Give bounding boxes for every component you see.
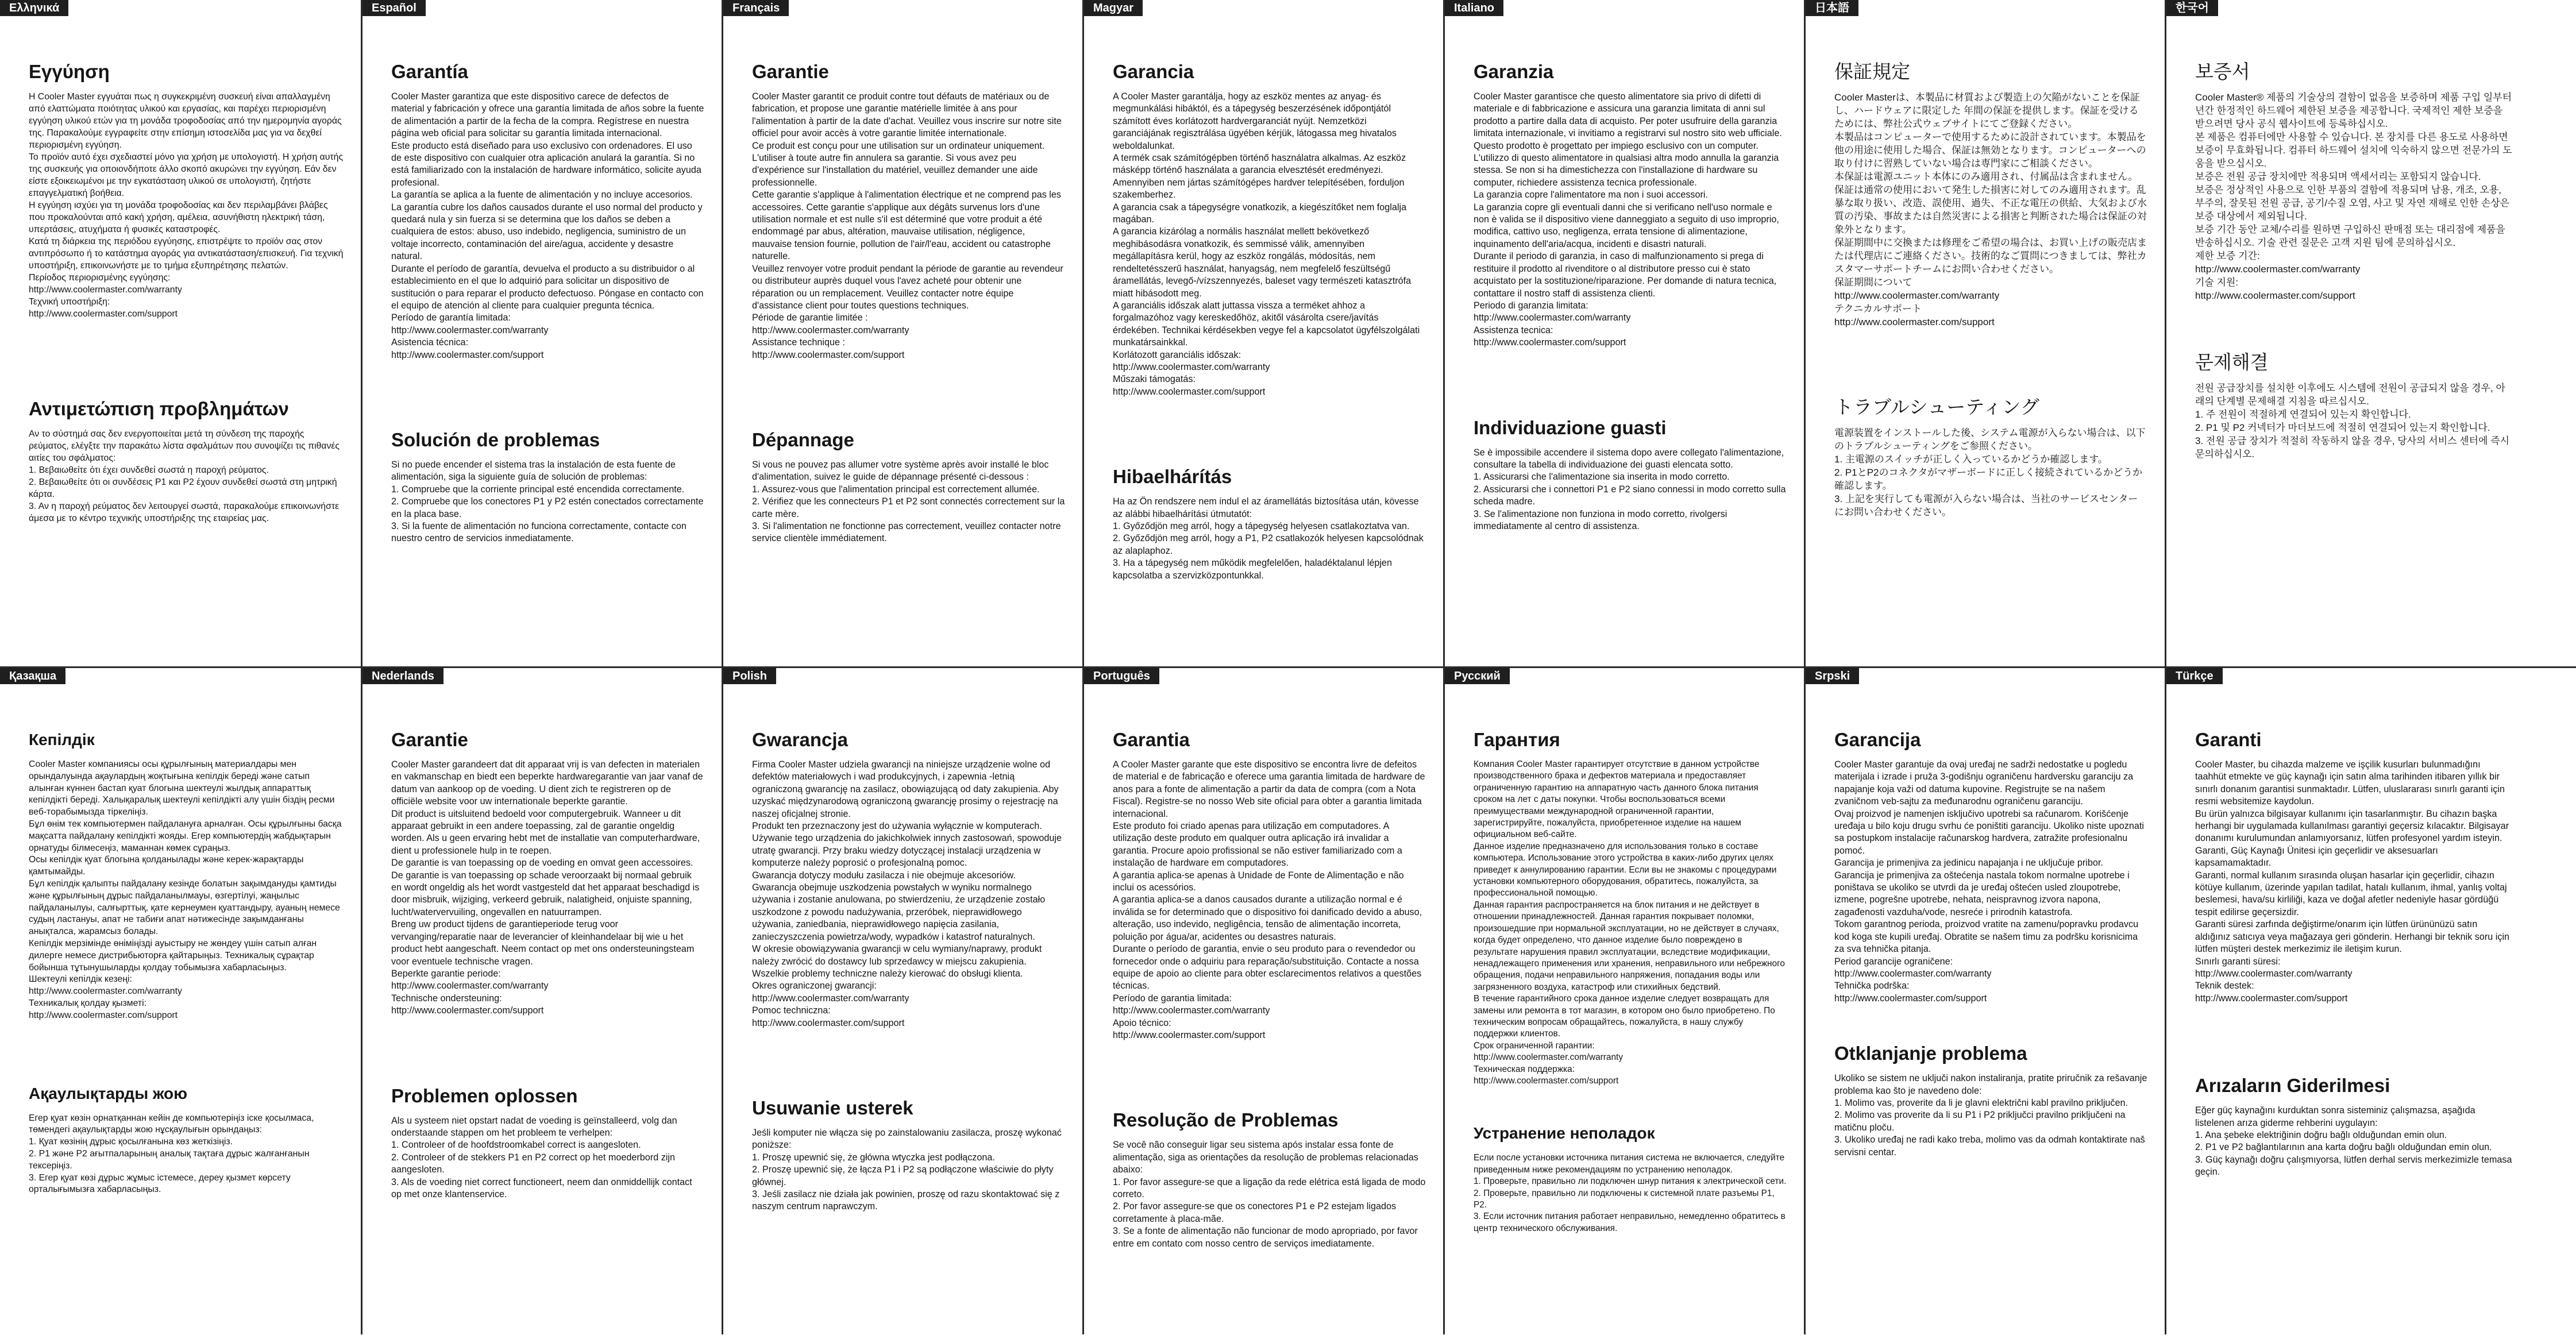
paragraph: Durante il periodo di garanzia, in caso di malfunzionamento si prega di restituire il prodotto al rivenditore o al distributore presso cui è stato acquistato per la sostituzione/riparazione. Per domande di natura tecnica, contattare il nostro staff di assistenza clienti.: [1474, 251, 1777, 299]
paragraph: Produkt ten przeznaczony jest do używania wyłącznie w komputerach. Używanie tego urządzenia do jakichkolwiek innych zastosowań, spowoduje utratę gwarancji. Przy braku wiedzy dotyczącej instalacji urządzenia w komputerze należy poprosić o profesjonalną pomoc.: [752, 821, 1062, 869]
paragraph: Егер қуат көзін орнатқаннан кейін де компьютеріңіз іске қосылмаса, төмендегі ақаулықтарды жою нұсқаулығын орындаңыз:: [29, 1113, 314, 1135]
paragraph: Período de garantia limitada:: [1113, 993, 1232, 1004]
section-gap: [2195, 302, 2513, 337]
section-gap: [752, 361, 1065, 414]
section-title: Garantía: [391, 61, 468, 82]
paragraph: Műszaki támogatás:: [1113, 374, 1196, 385]
paragraph: 2. Βεβαιωθείτε ότι οι συνδέσεις P1 και P2 έχουν συνδεθεί σωστά στη μητρική κάρτα.: [29, 477, 337, 499]
paragraph: Данное изделие предназначено для использования только в составе компьютера. Использование этого устройства в каких-либо других целях приведет к аннулированию гарантии. Если вы не знакомы с процедурами установки компьютерного оборудования, обратитесь, пожалуйста, за профессиональной помощью.: [1474, 841, 1777, 898]
panel-content: [1113, 707, 1426, 1323]
paragraph: Компания Cooler Master гарантирует отсутствие в данном устройстве производственного брака и дефектов материала и предоставляет ограниченную гарантию на аппаратную часть данного блока питания сроком на лет с даты покупки. Чтобы воспользоваться всеми преимуществами международной ограниченной гарантии, зарегистрируйте, пожалуйста, приобретенное изделие на нашем официальном веб-сайте.: [1474, 759, 1760, 840]
section-title: Garancija: [1834, 729, 1921, 750]
paragraph: http://www.coolermaster.com/support: [391, 1005, 544, 1016]
paragraph: Техническая поддержка:: [1474, 1064, 1575, 1074]
section-body: [2195, 91, 2513, 302]
paragraph: Η εγγύηση ισχύει για τη μονάδα τροφοδοσίας και δεν περιλαμβάνει βλάβες που προκαλούνται από κακή χρήση, αμέλεια, ασυνήθιστη ηλεκτρική τάση, υπερτάσεις, ατυχήματα ή φυσικές καταστροφές.: [29, 200, 328, 234]
paragraph: Apoio técnico:: [1113, 1017, 1171, 1028]
section-body: [1834, 91, 2147, 329]
language-tab: Magyar: [1084, 0, 1143, 16]
panel-content: [29, 707, 344, 1323]
paragraph: Garanti, Güç Kaynağı Ünitesi için geçerlidir ve aksesuarları kapsamamaktadır.: [2195, 845, 2438, 869]
section-body: [1474, 759, 1787, 1087]
paragraph: 3. Se a fonte de alimentação não funcionar de modo apropriado, por favor entre em contato com nosso centro de serviços imediatamente.: [1113, 1226, 1418, 1249]
paragraph: 1. 主電源のスイッチが正しく入っているかどうか確認します。: [1834, 454, 2108, 465]
paragraph: La garantía cubre los daños causados durante el uso normal del producto y quedará nula y sin fuerza si se determina que los daños se deben a cualquiera de estos: abuso, uso indebido, negligencia, suministro de un voltaje incorrecto, contaminación del aire/agua, accidente y desastre natural.: [391, 202, 703, 262]
paragraph: Cette garantie s'applique à l'alimentation électrique et ne comprend pas les accessoires. Cette garantie s'applique aux dégâts survenus lors d'une utilisation normale et est nulle s'il est déterminé que votre produit a été endommagé par abus, altération, mauvaise utilisation, négligence, mauvaise tension fournie, pollution de l'air/l'eau, accident ou catastrophe naturelle.: [752, 190, 1061, 262]
language-tab: Türkçe: [2166, 668, 2223, 684]
paragraph: Бұл кепілдік қалыпты пайдалану кезінде болатын зақымдануды қамтиды және құрылғының дұрыс пайдаланылмауы, өзгертілуі, жаңылыс пайдаланылуы, салғырттық, қате кернеумен қуаттандыру, ауаның немесе судың ластануы, апат не табиғи апат нәтижесінде зақымданғаны анықталса, жарамсыз болады.: [29, 878, 340, 937]
paragraph: 2. Győződjön meg arról, hogy a P1, P2 csatlakozók helyesen kapcsolódnak az alaplaphoz.: [1113, 533, 1424, 556]
paragraph: Se è impossibile accendere il sistema dopo avere collegato l'alimentazione, consultare la tabella di individuazione dei guasti elencata sotto.: [1474, 447, 1784, 470]
paragraph: Бұл өнім тек компьютермен пайдалануға арналған. Осы құрылғыны басқа мақсатта пайдалану кепілдікті жояды. Егер компьютердің жабдықтарын орнатуды білмесеңіз, маманнан көмек сұраңыз.: [29, 819, 342, 853]
language-tab: Polish: [723, 668, 776, 684]
language-tab: 日本語: [1806, 0, 1858, 16]
paragraph: Pomoc techniczna:: [752, 1005, 831, 1016]
paragraph: http://www.coolermaster.com/support: [2195, 290, 2355, 301]
paragraph: 1. Controleer of de hoofdstroomkabel correct is aangesloten.: [391, 1140, 641, 1151]
paragraph: A garantia aplica-se a danos causados durante a utilização normal e é inválida se for determinado que o dispositivo foi danificado devido a abuso, alteração, uso indevido, negligência, tensão de alimentação incorreta, poluição por água/ar, acidentes ou desastres naturais.: [1113, 894, 1422, 942]
language-tab: Italiano: [1445, 0, 1503, 16]
paragraph: 3. Jeśli zasilacz nie działa jak powinien, proszę od razu skontaktować się z naszym centrum naprawczym.: [752, 1189, 1060, 1212]
paragraph: Garanti, normal kullanım sırasında oluşan hasarlar için geçerlidir, cihazın kötüye kullanım, üzerinde yapılan tadilat, hatalı kullanım, ihmal, yanlış voltaj beslemesi, hava/su kirliliği, kaza ve doğal afetler nedeniyle hasar gördüğü tespit edilirse geçersizdir.: [2195, 870, 2507, 917]
paragraph: http://www.coolermaster.com/warranty: [1834, 290, 2000, 301]
panel-content: [1474, 707, 1787, 1323]
paragraph: La garanzia copre gli eventuali danni che si verificano nell'uso normale e non è valida se il dispositivo viene danneggiato a seguito di uso improprio, modifica, cattivo uso, negligenza, errata tensione di alimentazione, inquinamento dell'aria/acqua, incidenti e disastri naturali.: [1474, 202, 1779, 249]
paragraph: Осы кепілдік қуат блогына қолданылады және керек-жарақтарды қамтымайды.: [29, 855, 304, 877]
language-tab: Русский: [1445, 668, 1510, 684]
paragraph: De garantie is van toepassing op schade veroorzaakt bij normaal gebruik en wordt ongeldig als het wordt vastgesteld dat het apparaat beschadigd is door misbruik, wijziging, verkeerd gebruik, nalatigheid, onjuiste spanning, lucht/watervervuiling, ongevallen en natuurrampen.: [391, 870, 700, 917]
paragraph: 전원 공급장치를 설치한 이후에도 시스템에 전원이 공급되지 않을 경우, 아래의 단계별 문제해결 지침을 따르십시오.: [2195, 383, 2505, 407]
paragraph: 1. Βεβαιωθείτε ότι έχει συνδεθεί σωστά η παροχή ρεύματος.: [29, 465, 269, 475]
paragraph: В течение гарантийного срока данное изделие следует возвращать для замены или ремонта в тот магазин, в котором оно было приобретено. По техническим вопросам обращайтесь, пожалуйста, в нашу службу поддержки клиентов.: [1474, 994, 1775, 1039]
panel-content: [391, 707, 704, 1323]
paragraph: 3. 전원 공급 장치가 적절히 작동하지 않을 경우, 당사의 서비스 센터에 즉시 문의하십시오.: [2195, 435, 2510, 460]
paragraph: http://www.coolermaster.com/warranty: [29, 285, 182, 295]
paragraph: 2. Por favor assegure-se que os conectores P1 e P2 estejam ligados corretamente à placa-mãe.: [1113, 1201, 1397, 1224]
paragraph: H Cooler Master εγγυάται πως η συγκεκριμένη συσκευή είναι απαλλαγμένη από ελαττώματα ποιότητας υλικού και εργασίας, και παρέχει περιορισμένη εγγύηση υλικού ετών για τη μονάδα τροφοδοσίας από την ημερομηνία αγοράς της. Παρακαλούμε εγγραφείτε στην επίσημη ιστοσελίδα μας για να δεχθεί περιορισμένη εγγύηση.: [29, 92, 342, 150]
paragraph: Beperkte garantie periode:: [391, 968, 501, 979]
paragraph: http://www.coolermaster.com/support: [1834, 993, 1987, 1004]
section-gap: [1113, 1041, 1426, 1094]
paragraph: Το προϊόν αυτό έχει σχεδιαστεί μόνο για χρήση με υπολογιστή. Η χρήση αυτής της συσκευής για οποιονδήποτε άλλο σκοπό ακυρώνει την εγγύηση. Εάν δεν είστε εξοικειωμένοι με την εγκατάσταση υλικού σε υπολογιστή, ζητήστε επαγγελματική βοήθεια.: [29, 152, 344, 198]
paragraph: Ce produit est conçu pour une utilisation sur un ordinateur uniquement. L'utiliser à toute autre fin annulera sa garantie. Si vous avez peu d'expérience sur l'installation du matériel, veuillez demander une aide professionnelle.: [752, 140, 1045, 188]
paragraph: Questo prodotto è progettato per impiego esclusivo con un computer. L'utilizzo di questo alimentatore in qualsiasi altra modo annulla la garanzia stessa. Se non si ha dimestichezza con l'installazione di hardware su computer, richiedere assistenza tecnica professionale.: [1474, 140, 1779, 188]
section-body: [29, 91, 344, 320]
paragraph: テクニカルサポート: [1834, 303, 1922, 314]
section-title: Garanzia: [1474, 61, 1554, 82]
paragraph: Cooler Masterは、本製品に材質および製造上の欠陥がないことを保証し、ハードウェアに限定した 年間の保証を提供します。保証を受けるためには、弊社公式ウェブサイトにてご登録ください。: [1834, 92, 2140, 129]
paragraph: Tokom garantnog perioda, proizvod vratite na zamenu/popravku prodavcu kod koga ste kupili uređaj. Obratite se našem timu za podršku korisnicima za sva tehnička pitanja.: [1834, 919, 2139, 955]
language-tab: Português: [1084, 668, 1159, 684]
paragraph: http://www.coolermaster.com/support: [1834, 317, 1995, 327]
section-title: Arızaların Giderilmesi: [2195, 1075, 2390, 1097]
paragraph: Asistencia técnica:: [391, 337, 469, 348]
paragraph: 3. Ha a tápegység nem működik megfelelően, haladéktalanul lépjen kapcsolatba a szervizközpontunkkal.: [1113, 558, 1392, 581]
panel-italian: [1443, 0, 1804, 666]
section-title: Resolução de Problemas: [1113, 1109, 1339, 1131]
language-tab: Қазақша: [0, 668, 65, 684]
paragraph: Техникалық қолдау қызметі:: [29, 998, 147, 1008]
paragraph: Durante o período de garantia, envie o seu produto para o revendedor ou fornecedor onde o adquiriu para reparação/substituição. Contacte a nossa equipe de apoio ao cliente para obter esclarecimentos relativos a questões técnicas.: [1113, 944, 1422, 991]
section-title: Кепілдік: [29, 731, 95, 748]
section-title: Hibaelhárítás: [1113, 466, 1232, 488]
paragraph: Шектеулі кепілдік кезеңі:: [29, 974, 132, 985]
paragraph: Korlátozott garanciális időszak:: [1113, 349, 1241, 360]
paragraph: Als u systeem niet opstart nadat de voeding is geïnstalleerd, volg dan onderstaande stappen om het probleem te verhelpen:: [391, 1115, 677, 1138]
paragraph: 1. Assicurarsi che l'alimentazione sia inserita in modo corretto.: [1474, 472, 1730, 483]
section-title: Problemen oplossen: [391, 1085, 578, 1106]
section-title: Garantie: [752, 61, 829, 82]
panel-content: [1834, 39, 2147, 655]
paragraph: 保証期間中に交換または修理をご希望の場合は、お買い上げの販売店または代理店にご連絡ください。技術的なご質問につきましては、弊社カスタマーサポートチームにお問い合わせください。: [1834, 237, 2147, 275]
section-title: Εγγύηση: [29, 61, 110, 82]
paragraph: 電源装置をインストールした後、システム電源が入らない場合は、以下のトラブルシューティングをご参照ください。: [1834, 427, 2146, 452]
section-gap: [1474, 349, 1787, 402]
paragraph: Dit product is uitsluitend bedoeld voor computergebruik. Wanneer u dit apparaat gebruikt in een andere toepassing, zal de garantie ongeldig worden. Als u geen ervaring hebt met de installatie van computerhardware, dient u professionele hulp in te roepen.: [391, 808, 700, 856]
paragraph: Ovaj proizvod je namenjen isključivo upotrebi sa računarom. Korišćenje uređaja u bilo koju drugu svrhu će poništiti garanciju. Ukoliko niste upoznati sa postupkom instalacije računarskog hardvera, zatražite profesionalnu pomoć.: [1834, 808, 2144, 856]
section-body: [1834, 426, 2147, 519]
paragraph: Si no puede encender el sistema tras la instalación de esta fuente de alimentación, siga la siguiente guía de solución de problemas:: [391, 459, 676, 483]
panel-korean: [2165, 0, 2576, 666]
panel-content: [1474, 39, 1787, 655]
section-body: [1113, 1139, 1426, 1250]
paragraph: 2. P1とP2のコネクタがマザーボードに正しく接続されているかどうか確認します。: [1834, 467, 2143, 491]
paragraph: http://www.coolermaster.com/support: [1113, 1029, 1266, 1040]
paragraph: A garanciális időszak alatt juttassa vissza a terméket ahhoz a forgalmazóhoz vagy kereskedőhöz, akitől vásárolta csere/javítás érdekében. Technikai kérdésekben vegye fel a kapcsolatot ügyfélszolgálati munkatársainkkal.: [1113, 300, 1420, 348]
paragraph: Teknik destek:: [2195, 981, 2254, 991]
panel-content: [1834, 707, 2147, 1323]
paragraph: Garanti süresi zarfında değiştirme/onarım için lütfen ürününüzü satın aldığınız satıcıya veya mağazaya geri gönderin. Herhangi bir teknik soru için lütfen müşteri destek merkezimiz ile iletişim kurun.: [2195, 919, 2510, 955]
paragraph: Period garancije ograničene:: [1834, 956, 1953, 967]
paragraph: http://www.coolermaster.com/warranty: [752, 993, 909, 1004]
section-gap: [2195, 1005, 2513, 1060]
paragraph: 3. 上記を実行しても電源が入らない場合は、当社のサービスセンターにお問い合わせください。: [1834, 493, 2138, 518]
paragraph: 本保証は電源ユニット本体にのみ適用され、付属品は含まれません。: [1834, 171, 2138, 182]
section-body: [1474, 91, 1787, 349]
section-gap: [1474, 1087, 1787, 1108]
paragraph: Cooler Master garantisce che questo alimentatore sia privo di difetti di materiale e di fabbricazione e assicura una garanzia limitata di anni sul prodotto a partire dalla data di acquisto. Per poter usufruire della garanzia limitata internazionale, vi invitiamo a registrarvi sul nostro sito web ufficiale.: [1474, 91, 1782, 139]
paragraph: http://www.coolermaster.com/warranty: [1834, 968, 1992, 979]
paragraph: 2. Assicurarsi che i connettori P1 e P2 siano connessi in modo corretto sulla scheda madre.: [1474, 484, 1786, 507]
paragraph: Technische ondersteuning:: [391, 993, 502, 1004]
section-gap: [29, 320, 344, 383]
paragraph: http://www.coolermaster.com/warranty: [391, 981, 549, 991]
section-title: Garanti: [2195, 729, 2262, 750]
paragraph: Ukoliko se sistem ne uključi nakon instaliranja, pratite priručnik za rešavanje problema kao što je navedeno dole:: [1834, 1073, 2147, 1096]
paragraph: Cooler Master компаниясы осы құрылғының материалдары мен орындалуында ақаулардың жоқтығына кепілдік береді және сатып алынған күннен бастап қуат блогына шектеулі жылдық аппараттық кепілдікті береді. Халықаралық шектеулі кепілдікті алу үшін біздің ресми веб-торабымызда тіркеліңіз.: [29, 759, 335, 817]
paragraph: 1. Győződjön meg arról, hogy a tápegység helyesen csatlakoztatva van.: [1113, 520, 1410, 531]
paragraph: 3. Ukoliko uređaj ne radi kako treba, molimo vas da odmah kontaktirate naš servisni centar.: [1834, 1135, 2145, 1157]
paragraph: 3. Si l'alimentation ne fonctionne pas correctement, veuillez contacter notre service clientèle immédiatement.: [752, 520, 1061, 544]
paragraph: A Cooler Master garante que este dispositivo se encontra livre de defeitos de material e de fabricação e oferece uma garantia limitada de hardware de anos para a fonte de alimentação a partir da data de compra (com a Nota Fiscal). Registre-se no nosso Web site oficial para obter a garantia limitada internacional.: [1113, 759, 1425, 819]
section-body: [752, 759, 1065, 1029]
paragraph: http://www.coolermaster.com/support: [2195, 993, 2348, 1004]
panel-content: [29, 39, 344, 655]
paragraph: http://www.coolermaster.com/warranty: [752, 325, 909, 335]
paragraph: La garantía se aplica a la fuente de alimentación y no incluye accesorios.: [391, 190, 693, 200]
section-title: Ақаулықтарды жою: [29, 1084, 188, 1102]
paragraph: Se você não conseguir ligar seu sistema após instalar essa fonte de alimentação, siga as orientações da resolução de problemas relacionadas abaixo:: [1113, 1140, 1418, 1175]
paragraph: http://www.coolermaster.com/warranty: [391, 325, 549, 335]
paragraph: 1. Molimo vas, proverite da li je glavni električni kabl pravilno priključen.: [1834, 1097, 2128, 1108]
section-gap: [391, 361, 704, 414]
paragraph: http://www.coolermaster.com/warranty: [1113, 361, 1270, 372]
paragraph: 1. Ana şebeke elektriğinin doğru bağlı olduğundan emin olun.: [2195, 1129, 2447, 1140]
paragraph: http://www.coolermaster.com/warranty: [29, 986, 182, 997]
section-title: Otklanjanje problema: [1834, 1043, 2027, 1064]
section-gap: [1834, 1005, 2147, 1028]
paragraph: Durante el período de garantía, devuelva el producto a su distribuidor o al establecimiento en el que lo adquirió para solicitar un dispositivo de sustitución o para reparar el producto defectuoso. Póngase en contacto con el equipo de atención al cliente para cualquier pregunta técnica.: [391, 263, 704, 311]
panel-japanese: [1804, 0, 2165, 666]
paragraph: 제한 보증 기간:: [2195, 250, 2260, 261]
paragraph: 1. Қуат көзінің дұрыс қосылғанына көз жеткізіңіз.: [29, 1137, 233, 1147]
paragraph: 3. Als de voeding niet correct functioneert, neem dan onmiddellijk contact op met onze klantenservice.: [391, 1176, 692, 1199]
paragraph: Срок ограниченной гарантии:: [1474, 1040, 1595, 1051]
language-tab: Ελληνικά: [0, 0, 68, 16]
paragraph: Tehnička podrška:: [1834, 981, 1910, 991]
paragraph: 1. Compruebe que la corriente principal esté encendida correctamente.: [391, 484, 685, 495]
paragraph: Cooler Master garandeert dat dit apparaat vrij is van defecten in materialen en vakmanschap en biedt een beperkte hardwaregarantie van jaar vanaf de datum van aankoop op de voeding. U dient zich te registreren op de officiële website voor uw internationale beperkte garantie.: [391, 759, 703, 807]
paragraph: 3. Güç kaynağı doğru çalışmıyorsa, lütfen derhal servis merkezimizle temasa geçin.: [2195, 1154, 2512, 1178]
language-tab: 한국어: [2166, 0, 2218, 16]
paragraph: 保証は通常の使用において発生した損害に対してのみ適用されます。乱暴な取り扱い、改造、誤使用、過失、不正な電圧の供給、大気および水質の汚染、事故または自然災害による損害と判断された場合は保証の対象外となります。: [1834, 184, 2147, 235]
paragraph: 1. Assurez-vous que l'alimentation principal est correctement allumée.: [752, 484, 1040, 495]
paragraph: 1. Por favor assegure-se que a ligação da rede elétrica está ligada de modo correto.: [1113, 1176, 1426, 1199]
section-title: Гарантия: [1474, 729, 1560, 750]
panel-turkish: [2165, 668, 2576, 1334]
panel-portuguese: [1082, 668, 1443, 1334]
panel-polish: [722, 668, 1082, 1334]
paragraph: 2. P1 및 P2 커넥터가 마더보드에 적절히 연결되어 있는지 확인합니다.: [2195, 422, 2490, 433]
paragraph: http://www.coolermaster.com/support: [29, 309, 178, 319]
paragraph: http://www.coolermaster.com/support: [1474, 1075, 1619, 1086]
paragraph: http://www.coolermaster.com/warranty: [1474, 312, 1631, 323]
paragraph: Ha az Ön rendszere nem indul el az áramellátás biztosítása után, kövesse az alábbi hibaelhárítási útmutatót:: [1113, 496, 1419, 519]
section-gap: [391, 1017, 704, 1070]
paragraph: http://www.coolermaster.com/warranty: [2195, 264, 2361, 275]
paragraph: Breng uw product tijdens de garantieperiode terug voor vervanging/reparatie naar de leverancier of kleinhandelaar bij wie u het product hebt aangeschaft. Neem contact op met ons ondersteuningsteam voor eventuele technische vragen.: [391, 919, 695, 967]
paragraph: 2. Проверьте, правильно ли подключены к системной плате разъемы P1, P2.: [1474, 1188, 1775, 1210]
paragraph: 2. Compruebe que los conectores P1 y P2 estén conectados correctamente en la placa base.: [391, 496, 704, 519]
paragraph: 기술 지원:: [2195, 277, 2239, 288]
paragraph: http://www.coolermaster.com/support: [1474, 337, 1626, 348]
section-title: Garancia: [1113, 61, 1194, 82]
paragraph: Gwarancja dotyczy modułu zasilacza i nie obejmuje akcesoriów.: [752, 870, 1016, 881]
panel-content: [2195, 39, 2513, 655]
paragraph: http://www.coolermaster.com/support: [29, 1010, 178, 1020]
paragraph: http://www.coolermaster.com/support: [752, 1017, 905, 1028]
paragraph: 1. 주 전원이 적절하게 연결되어 있는지 확인합니다.: [2195, 409, 2411, 420]
panel-russian: [1443, 668, 1804, 1334]
section-title: Garantia: [1113, 729, 1190, 750]
paragraph: Данная гарантия распространяется на блок питания и не действует в отношении принадлежностей. Данная гарантия покрывает поломки, произошедшие при нормальной эксплуатации, но не действует в случаях, когда будет определено, что данное изделие было повреждено в результате нарушения правил эксплуатации, вследствие модификации, ненадлежащего применения или хранения, неправильного или небрежного обращения, подачи неправильного напряжения, попадания воды или загрязненного воздуха, катастроф или стихийных бедствий.: [1474, 900, 1785, 992]
paragraph: 2. Controleer of de stekkers P1 en P2 correct op het moederbord zijn aangesloten.: [391, 1152, 675, 1175]
paragraph: Assistenza tecnica:: [1474, 325, 1553, 335]
paragraph: 3. Si la fuente de alimentación no funciona correctamente, contacte con nuestro centro de servicios inmediatamente.: [391, 520, 687, 544]
panel-serbian: [1804, 668, 2165, 1334]
paragraph: Este produto foi criado apenas para utilização em computadores. A utilização deste produto em qualquer outra aplicação irá invalidar a garantia. Procure apoio profissional se não estiver familiarizado com a instalação de hardware em computadores.: [1113, 821, 1402, 869]
paragraph: 3. Se l'alimentazione non funziona in modo corretto, rivolgersi immediatamente al centro di assistenza.: [1474, 508, 1727, 531]
paragraph: Кепілдік мерзімінде өніміңізді ауыстыру не жөндеу үшін сатып алған дилерге немесе дистрибьюторға қайтарыңыз. Техникалық сұрақтар бойынша тұтынушыларды қолдау тобымызға хабарласыңыз.: [29, 938, 317, 973]
section-gap: [752, 1029, 1065, 1082]
paragraph: Si vous ne pouvez pas allumer votre système après avoir installé le bloc d'alimentation, suivez le guide de dépannage présenté ci-dessous :: [752, 459, 1049, 483]
section-body: [2195, 759, 2513, 1005]
paragraph: Cooler Master garantiza que este dispositivo carece de defectos de material y fabricación y ofrece una garantía limitada de años sobre la fuente de alimentación a partir de la fecha de la compra. Regístrese en nuestra página web oficial para solicitar su garantía limitada internacional.: [391, 91, 704, 139]
section-body: [1474, 1152, 1787, 1234]
paragraph: 1. Proszę upewnić się, że główna wtyczka jest podłączona.: [752, 1152, 995, 1163]
paragraph: Cooler Master garantuje da ovaj uređaj ne sadrži nedostatke u pogledu materijala i izrade i pruža 3-godišnju ograničenu hardversku garanciju za napajanje koja važi od datuma kupovine. Registrujte se na našem zvaničnom veb-sajtu za međunarodnu ograničenu garanciju.: [1834, 759, 2134, 807]
paragraph: Κατά τη διάρκεια της περιόδου εγγύησης, επιστρέψτε το προϊόν σας στον αντιπρόσωπο ή το κατάστημα αγοράς για αντικατάσταση/επισκευή. Για τεχνική υποστήριξη, επικοινωνήστε με το τμήμα εξυπηρέτησης πελατών.: [29, 237, 344, 271]
paragraph: Если после установки источника питания система не включается, следуйте приведенным ниже рекомендациям по устранению неполадок.: [1474, 1153, 1785, 1175]
section-body: [752, 459, 1065, 545]
language-tab: Nederlands: [363, 668, 444, 684]
section-body: [2195, 1105, 2513, 1178]
paragraph: Este producto está diseñado para uso exclusivo con ordenadores. El uso de este dispositivo con cualquier otra aplicación anulará la garantía. Si no está familiarizado con la instalación de hardware informático, solicite ayuda profesional.: [391, 140, 701, 188]
paragraph: A termék csak számítógépben történő használatra alkalmas. Az eszköz másképp történő használata a garancia elvesztését eredményezi. Amennyiben nem jártas számítógépes hardver telepítésében, forduljon szakemberhez.: [1113, 153, 1406, 200]
paragraph: Cooler Master, bu cihazda malzeme ve işçilik kusurları bulunmadığını taahhüt etmekte ve güç kaynağı için satın alma tarihinden itibaren yıllık bir sınırlı donanım garantisi sunmaktadır. Lütfen, uluslararası sınırlı garanti için resmi websitemize kaydolun.: [2195, 759, 2505, 807]
paragraph: Garancija je primenjiva za jedinicu napajanja i ne uključuje pribor.: [1834, 858, 2103, 869]
section-body: [29, 1113, 344, 1197]
language-tab: Srpski: [1806, 668, 1859, 684]
section-gap: [29, 1022, 344, 1068]
paragraph: A garantia aplica-se apenas à Unidade de Fonte de Alimentação e não inclui os acessórios.: [1113, 870, 1404, 893]
section-body: [1113, 496, 1426, 582]
paragraph: 2. P1 және P2 ағытпаларының аналық тақтаға дұрыс жалғанғанын тексеріңіз.: [29, 1148, 310, 1171]
paragraph: 本製品はコンピューターで使用するために設計されています。本製品を他の用途に使用した場合、保証は無効となります。コンピューターへの取り付けに習熟していない場合は専門家にご相談ください。: [1834, 132, 2146, 169]
section-title: Individuazione guasti: [1474, 416, 1667, 438]
section-body: [752, 1127, 1065, 1213]
paragraph: 2. Proszę upewnić się, że łącza P1 i P2 są podłączone właściwie do płyty głównej.: [752, 1164, 1054, 1187]
section-body: [1113, 759, 1426, 1041]
paragraph: 3. Егер қуат көзі дұрыс жұмыс істемесе, дереу қызмет көрсету орталығымызға хабарласыңыз.: [29, 1172, 291, 1195]
section-body: [752, 91, 1065, 361]
section-body: [391, 759, 704, 1017]
section-title: 보증서: [2195, 61, 2250, 82]
section-title: Usuwanie usterek: [752, 1097, 913, 1118]
section-title: Dépannage: [752, 429, 854, 450]
panel-content: [2195, 707, 2513, 1323]
paragraph: Periodo di garanzia limitata:: [1474, 300, 1588, 311]
paragraph: 본 제품은 컴퓨터에만 사용할 수 있습니다. 본 장치를 다른 용도로 사용하면 보증이 무효화됩니다. 컴퓨터 하드웨어 설치에 익숙하지 않으면 전문가의 도움을 받으십시오.: [2195, 132, 2512, 169]
paragraph: Sınırlı garanti süresi:: [2195, 956, 2281, 967]
section-title: Gwarancja: [752, 729, 848, 750]
paragraph: 保証期間について: [1834, 277, 1912, 288]
paragraph: Cooler Master garantit ce produit contre tout défauts de matériaux ou de fabrication, et propose une garantie matérielle limitée à ans pour l'alimentation à partir de la date d'achat. Veuillez vous inscrire sur notre site officiel pour avoir accès à votre garantie limitée internationale.: [752, 91, 1062, 139]
paragraph: Firma Cooler Master udziela gwarancji na niniejsze urządzenie wolne od defektów materiałowych i wad produkcyjnych, i zapewnia -letnią ograniczoną gwarancję na zasilacz, obowiązującą od daty zakupienia. Aby uzyskać międzynarodową ograniczoną gwarancję prosimy o rejestrację na naszej oficjalnej stronie.: [752, 759, 1059, 819]
panel-content: [1113, 39, 1426, 655]
paragraph: http://www.coolermaster.com/support: [1113, 386, 1266, 397]
language-tab: Français: [723, 0, 789, 16]
section-title: 保証規定: [1834, 61, 1910, 82]
paragraph: Cooler Master® 제품의 기술상의 결함이 없음을 보증하며 제품 구입 일부터 년간 한정적인 하드웨어 제한된 보증을 제공합니다. 국제적인 제한 보증을 받으려면 당사 공식 웹사이트에 등록하십시오.: [2195, 92, 2512, 129]
panel-dutch: [361, 668, 722, 1334]
paragraph: Τεχνική υποστήριξη:: [29, 297, 110, 307]
section-body: [1474, 447, 1787, 533]
section-gap: [1113, 398, 1426, 451]
paragraph: Okres ograniczonej gwarancji:: [752, 981, 877, 991]
section-title: Garantie: [391, 729, 468, 750]
paragraph: De garantie is van toepassing op de voeding en omvat geen accessoires.: [391, 858, 693, 869]
paragraph: http://www.coolermaster.com/support: [391, 349, 544, 360]
section-title: Устранение неполадок: [1474, 1124, 1655, 1143]
paragraph: 1. Проверьте, правильно ли подключен шнур питания к электрической сети.: [1474, 1176, 1787, 1187]
section-title: トラブルシューティング: [1834, 396, 2039, 418]
paragraph: http://www.coolermaster.com/warranty: [2195, 968, 2353, 979]
paragraph: Garancija je primenjiva za oštećenja nastala tokom normalne upotrebe i poništava se ukoliko se utvrdi da je uređaj oštećen usled zloupotrebe, izmene, pogrešne upotrebe, nehata, neispravnog izvora napona, zagađenosti vazduha/vode, nesreće i prirodnih katastrofa.: [1834, 870, 2130, 917]
paragraph: 2. Vérifiez que les connecteurs P1 et P2 sont connectés correctement sur la carte mère.: [752, 496, 1065, 519]
section-body: [29, 759, 344, 1022]
paragraph: http://www.coolermaster.com/support: [752, 349, 905, 360]
section-body: [1834, 1072, 2147, 1159]
paragraph: 보증은 전원 공급 장치에만 적용되며 액세서리는 포함되지 않습니다.: [2195, 171, 2481, 182]
paragraph: http://www.coolermaster.com/warranty: [1474, 1052, 1624, 1063]
paragraph: Αν το σύστημά σας δεν ενεργοποιείται μετά τη σύνδεση της παροχής ρεύματος, ελέγξτε την παρακάτω λίστα σφαλμάτων που συνοψίζει τις πιθανές αιτίες του σφάλματος:: [29, 429, 340, 463]
panel-kazakh: [0, 668, 361, 1334]
paragraph: http://www.coolermaster.com/warranty: [1113, 1005, 1270, 1016]
section-body: [391, 1115, 704, 1201]
paragraph: W okresie obowiązywania gwarancji w celu wymiany/naprawy, produkt należy zwrócić do dostawcy lub sprzedawcy w miejscu zakupienia. Wszelkie problemy techniczne należy kierować do obsługi klienta.: [752, 944, 1042, 979]
paragraph: 보증 기간 동안 교체/수리를 원하면 구입하신 판매점 또는 대리점에 제품을 반송하십시오. 기술 관련 질문은 고객 지원 팀에 문의하십시오.: [2195, 224, 2505, 248]
paragraph: 3. Αν η παροχή ρεύματος δεν λειτουργεί σωστά, παρακαλούμε επικοινωνήστε άμεσα με το κέντρο τεχνικής υποστήριξης της εταιρείας μας.: [29, 501, 340, 523]
paragraph: A garancia kizárólag a normális használat mellett bekövetkező meghibásodásra vonatkozik, és semmissé válik, amennyiben megállapításra kerül, hogy az eszköz rongálás, módosítás, nem rendeltetésszerű használat, hanyagság, nem megfelelő feszültségű áramellátás, levegő-/vízszennyezés, baleset vagy természeti katasztrófa miatt hibásodott meg.: [1113, 226, 1412, 299]
paragraph: Veuillez renvoyer votre produit pendant la période de garantie au revendeur ou distributeur auprès duquel vous l'avez acheté pour obtenir une réparation ou un remplacement. Veuillez contacter notre équipe d'assistance client pour toutes questions techniques.: [752, 263, 1063, 311]
paragraph: A garancia csak a tápegységre vonatkozik, a kiegészítőket nem foglalja magában.: [1113, 202, 1407, 225]
paragraph: A Cooler Master garantálja, hogy az eszköz mentes az anyag- és megmunkálási hibáktól, és a tápegység beszerzésének időpontjától számított éves korlátozott hardvergaranciát nyújt. Nemzetközi garanciájának regisztrálása ügyében kérjük, látogassa meg hivatalos weboldalunkat.: [1113, 91, 1397, 151]
section-body: [391, 459, 704, 545]
section-body: [1113, 91, 1426, 398]
paragraph: Assistance technique :: [752, 337, 845, 348]
panel-content: [391, 39, 704, 655]
paragraph: Περίοδος περιορισμένης εγγύησης:: [29, 273, 171, 283]
section-title: Αντιμετώπιση προβλημάτων: [29, 398, 289, 419]
panel-content: [752, 39, 1065, 655]
section-title: Solución de problemas: [391, 429, 600, 450]
language-tab: Español: [363, 0, 426, 16]
paragraph: Bu ürün yalnızca bilgisayar kullanımı için tasarlanmıştır. Bu cihazın başka herhangi bir uygulamada kullanılması garantiyi geçersiz kılacaktır. Bilgisayar donanımı kurulumundan anlamıyorsanız, lütfen profesyonel yardım isteyin.: [2195, 808, 2509, 844]
paragraph: Gwarancja obejmuje uszkodzenia powstałych w wyniku normalnego używania i zostanie anulowana, po stwierdzeniu, że urządzenie zostało uszkodzone z powodu nadużywania, przeróbek, nieprawidłowego używania, zaniedbania, nieprawidłowego napięcia zasilania, zanieczyszczenia powietrza/wody, wypadków i katastrof naturalnych.: [752, 882, 1046, 942]
paragraph: 3. Если источник питания работает неправильно, немедленно обратитесь в центр технического обслуживания.: [1474, 1211, 1786, 1233]
paragraph: Eğer güç kaynağını kurduktan sonra sisteminiz çalışmazsa, aşağıda listelenen arıza giderme rehberini uygulayın:: [2195, 1105, 2475, 1128]
paragraph: Jeśli komputer nie włącza się po zainstalowaniu zasilacza, proszę wykonać poniższe:: [752, 1127, 1062, 1151]
panel-content: [752, 707, 1065, 1323]
section-body: [29, 428, 344, 524]
section-body: [391, 91, 704, 361]
panel-hungarian: [1082, 0, 1443, 666]
panel-french: [722, 0, 1082, 666]
panel-greek: [0, 0, 361, 666]
section-body: [2195, 381, 2513, 461]
section-body: [1834, 759, 2147, 1005]
paragraph: 2. Molimo vas proverite da li su P1 i P2 priključci pravilno priključeni na matičnu ploču.: [1834, 1110, 2126, 1133]
section-title: 문제해결: [2195, 352, 2269, 373]
panel-spanish: [361, 0, 722, 666]
paragraph: Período de garantía limitada:: [391, 312, 511, 323]
paragraph: 보증은 정상적인 사용으로 인한 부품의 결함에 적용되며 남용, 개조, 오용, 부주의, 잘못된 전원 공급, 공기/수질 오염, 사고 및 자연 재해로 인한 손상은 보증 대상에서 제외됩니다.: [2195, 184, 2510, 222]
section-gap: [1834, 329, 2147, 381]
paragraph: Période de garantie limitée :: [752, 312, 868, 323]
paragraph: La garanzia copre l'alimentatore ma non i suoi accessori.: [1474, 190, 1708, 200]
paragraph: 2. P1 ve P2 bağlantılarının ana karta doğru bağlı olduğundan emin olun.: [2195, 1142, 2492, 1153]
